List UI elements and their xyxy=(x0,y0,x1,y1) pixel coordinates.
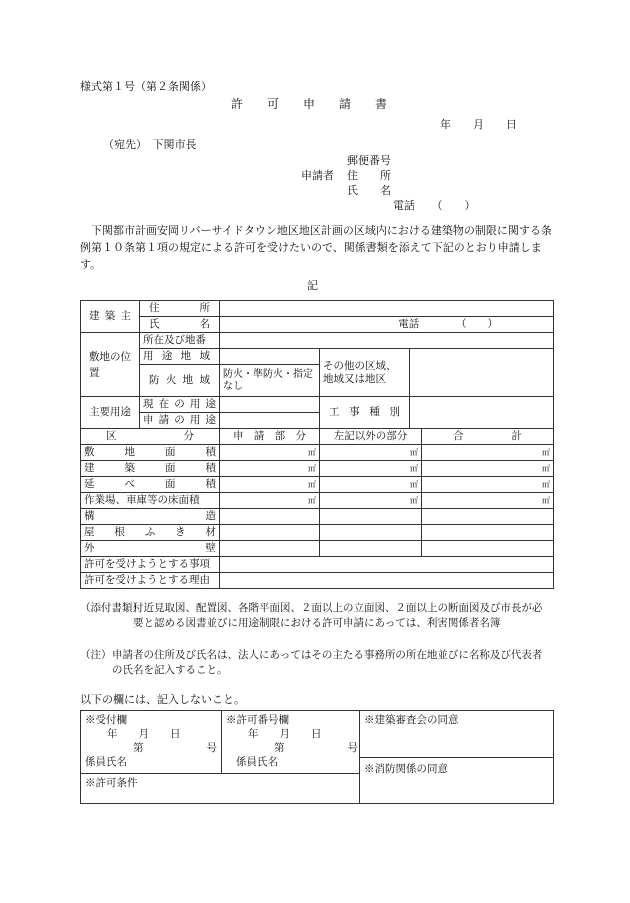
permit-date: 年 月 日 xyxy=(248,728,322,740)
area-row-label xyxy=(81,461,220,477)
owner-name-row xyxy=(81,317,554,333)
fire-dept-consent-cell[interactable] xyxy=(360,758,554,804)
site-other-label xyxy=(320,349,410,397)
area-header-category-text: 区分 xyxy=(106,430,194,442)
unit-sqm: ㎡ xyxy=(542,480,550,489)
owner-address-label xyxy=(140,301,220,317)
work-type-label xyxy=(320,397,410,429)
area-total-cell[interactable] xyxy=(422,445,554,461)
owner-address-text: 住所 xyxy=(149,302,210,314)
area-row-label xyxy=(81,445,220,461)
unit-sqm: ㎡ xyxy=(542,496,550,505)
council-consent-cell[interactable] xyxy=(360,711,554,758)
work-type-value[interactable] xyxy=(410,397,554,429)
unit-sqm: ㎡ xyxy=(410,448,418,457)
reception-no-line xyxy=(85,741,221,755)
remarks-note xyxy=(80,648,552,678)
unit-sqm: ㎡ xyxy=(308,464,316,473)
unit-sqm: ㎡ xyxy=(308,496,316,505)
use-current-label xyxy=(140,397,220,413)
area-row-label-text: 建築面積 xyxy=(84,462,216,474)
area-row-label-text: 作業場、車庫等の床面積 xyxy=(84,494,200,506)
roof-label-text: 屋根ふき材 xyxy=(84,526,216,538)
structure-other-cell[interactable] xyxy=(320,509,422,525)
permit-number-cell xyxy=(222,711,360,774)
use-current-row xyxy=(81,397,554,413)
unit-sqm: ㎡ xyxy=(308,480,316,489)
application-table xyxy=(80,300,554,589)
site-lot-label: 所在及び地番 xyxy=(140,333,220,349)
site-lot-value[interactable] xyxy=(220,333,554,349)
area-row-label-text: 敷地面積 xyxy=(84,446,216,458)
roof-total-cell[interactable] xyxy=(422,525,554,541)
permit-reason-value[interactable] xyxy=(220,573,554,589)
owner-label-text: 建築主 xyxy=(89,310,131,322)
reception-date: 年 月 日 xyxy=(107,728,181,740)
area-header-category xyxy=(81,429,220,445)
site-location-label xyxy=(81,333,140,397)
unit-sqm: ㎡ xyxy=(410,480,418,489)
owner-label xyxy=(81,301,140,333)
unit-sqm: ㎡ xyxy=(410,496,418,505)
permit-matter-label: 許可を受けようとする事項 xyxy=(81,557,220,573)
permit-date-line xyxy=(226,727,359,741)
area-other-cell[interactable] xyxy=(320,477,422,493)
site-other-value[interactable] xyxy=(410,349,554,397)
owner-address-row xyxy=(81,301,554,317)
site-fire-label xyxy=(140,365,220,397)
area-header-total xyxy=(422,429,554,445)
unit-sqm: ㎡ xyxy=(410,464,418,473)
structure-applied-cell[interactable] xyxy=(220,509,320,525)
area-row xyxy=(81,477,554,493)
reception-cell xyxy=(81,711,222,774)
unit-sqm: ㎡ xyxy=(308,448,316,457)
permit-reason-label: 許可を受けようとする理由 xyxy=(81,573,220,589)
office-row-top xyxy=(81,711,554,758)
permit-matter-row xyxy=(81,557,554,573)
use-applied-label xyxy=(140,413,220,429)
permit-reason-row xyxy=(81,573,554,589)
site-fire-options: 防火・準防火・指定なし xyxy=(223,368,313,392)
use-applied-text: 申請の用途 xyxy=(143,414,216,426)
applicant-label: 申請者 xyxy=(301,169,334,182)
area-row-label xyxy=(81,477,220,493)
site-fire-value[interactable] xyxy=(220,365,320,397)
area-row-label-text: 延べ面積 xyxy=(84,478,216,490)
area-total-cell[interactable] xyxy=(422,461,554,477)
title-text: 許 可 申 請 書 xyxy=(230,97,387,111)
site-zone-row xyxy=(81,349,554,365)
reception-number: 第 号 xyxy=(133,742,217,754)
use-current-value[interactable] xyxy=(220,397,320,413)
area-header-row xyxy=(81,429,554,445)
remarks-head: （注） xyxy=(80,649,112,661)
area-applied-cell[interactable] xyxy=(220,445,320,461)
area-header-applied-text: 申請部分 xyxy=(233,430,306,442)
permit-matter-value[interactable] xyxy=(220,557,554,573)
site-location-text: 敷地の位置 xyxy=(89,350,131,379)
area-header-applied xyxy=(220,429,320,445)
area-row xyxy=(81,445,554,461)
exterior-wall-other-cell[interactable] xyxy=(320,541,422,557)
structure-label xyxy=(81,509,220,525)
applicant-phone-label: 電話 （ ） xyxy=(393,199,476,212)
owner-name-label xyxy=(140,317,220,333)
council-consent-label: ※建築審査会の同意 xyxy=(364,714,459,726)
area-row xyxy=(81,461,554,477)
unit-sqm: ㎡ xyxy=(542,448,550,457)
area-row xyxy=(81,493,554,509)
structure-total-cell[interactable] xyxy=(422,509,554,525)
area-other-cell[interactable] xyxy=(320,461,422,477)
structure-label-text: 構造 xyxy=(84,510,216,522)
exterior-wall-label-text: 外壁 xyxy=(84,542,216,554)
exterior-wall-label xyxy=(81,541,220,557)
permit-number: 第 号 xyxy=(274,742,358,754)
attachments-note xyxy=(80,601,552,631)
owner-name-value[interactable] xyxy=(220,317,554,333)
area-applied-cell[interactable] xyxy=(220,493,320,509)
unit-sqm: ㎡ xyxy=(542,464,550,473)
permit-conditions-label: ※許可条件 xyxy=(85,777,138,789)
exterior-wall-applied-cell[interactable] xyxy=(220,541,320,557)
area-row-label xyxy=(81,493,220,509)
applicant-name-label: 氏 名 xyxy=(347,184,391,197)
use-current-text: 現在の用途 xyxy=(143,398,216,410)
attachments-head: （添付書類） xyxy=(80,602,143,614)
roof-applied-cell[interactable] xyxy=(220,525,320,541)
area-applied-cell[interactable] xyxy=(220,477,320,493)
area-other-cell[interactable] xyxy=(320,445,422,461)
permit-no-line xyxy=(226,741,359,755)
applicant-address-label: 住 所 xyxy=(347,169,391,182)
exterior-wall-row xyxy=(81,541,554,557)
attachments-body: 付近見取図、配置図、各階平面図、２面以上の立面図、２面以上の断面図及び市長が必要と認める図書並びに用途制限における許可申請にあっては、利害関係者名簿 xyxy=(133,602,543,629)
permit-number-label: ※許可番号欄 xyxy=(226,714,289,726)
area-total-cell[interactable] xyxy=(422,477,554,493)
document-title xyxy=(0,96,630,112)
site-lot-row xyxy=(81,333,554,349)
reception-label: ※受付欄 xyxy=(85,714,127,726)
site-other-text: その他の区域、地域又は地区 xyxy=(323,359,397,385)
ki-mark: 記 xyxy=(307,279,318,292)
office-use-table xyxy=(80,710,554,804)
use-applied-value[interactable] xyxy=(220,413,320,429)
roof-other-cell[interactable] xyxy=(320,525,422,541)
roof-row xyxy=(81,525,554,541)
area-total-cell[interactable] xyxy=(422,493,554,509)
addressee: （宛先） 下関市長 xyxy=(103,138,197,151)
permit-conditions-cell[interactable] xyxy=(81,774,360,804)
site-zone-value[interactable] xyxy=(220,349,320,365)
site-zone-label xyxy=(140,349,220,365)
work-type-text: 工事種別 xyxy=(329,406,400,418)
reception-staff-label: 係員氏名 xyxy=(85,756,127,768)
site-fire-text: 防火地域 xyxy=(149,374,210,386)
remarks-body: 申請者の住所及び氏名は、法人にあってはその主たる事務所の所在地並びに名称及び代表者の氏名を記入すること。 xyxy=(112,649,543,676)
application-date: 年 月 日 xyxy=(440,118,517,131)
office-use-instruction: 以下の欄には、記入しないこと。 xyxy=(80,693,245,706)
area-header-other: 左記以外の部分 xyxy=(320,429,422,445)
owner-name-text: 氏名 xyxy=(149,318,210,330)
owner-phone-label: 電話 （ ） xyxy=(398,318,498,330)
main-use-label: 主要用途 xyxy=(81,397,140,429)
owner-address-value[interactable] xyxy=(220,301,554,317)
area-other-cell[interactable] xyxy=(320,493,422,509)
application-statement: 下関都市計画安岡リバーサイドタウン地区地区計画の区域内における建築物の制限に関する条例第１０条第１項の規定による許可を受けたいので、関係書類を添えて下記のとおり申請します。 xyxy=(80,224,552,271)
fire-dept-consent-label: ※消防関係の同意 xyxy=(364,763,448,775)
area-header-total-text: 合計 xyxy=(453,430,522,442)
reception-date-line xyxy=(85,727,221,741)
roof-label xyxy=(81,525,220,541)
form-number: 様式第１号（第２条関係） xyxy=(80,80,212,93)
structure-row xyxy=(81,509,554,525)
area-applied-cell[interactable] xyxy=(220,461,320,477)
site-zone-text: 用途地域 xyxy=(143,350,210,362)
exterior-wall-total-cell[interactable] xyxy=(422,541,554,557)
permit-staff-label: 係員氏名 xyxy=(236,756,278,768)
postal-code-label: 郵便番号 xyxy=(347,154,391,167)
